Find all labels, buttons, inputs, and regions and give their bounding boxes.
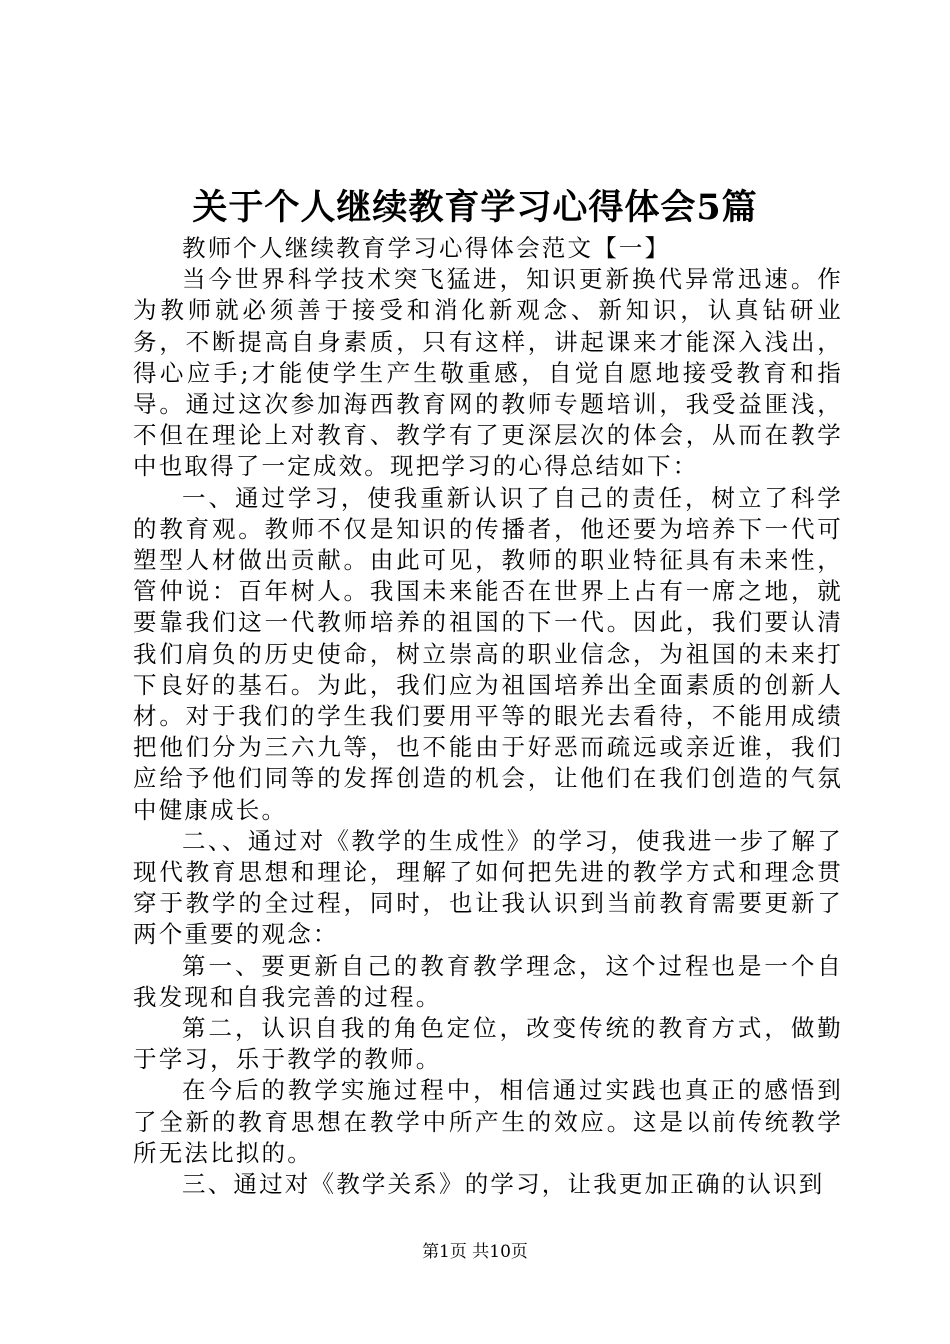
document-title: 关于个人继续教育学习心得体会5篇	[192, 187, 758, 228]
paragraph-point-two: 二、、通过对《教学的生成性》的学习，使我进一步了解了现代教育思想和理论，理解了如何把先进的教学方式和理念贯穿于教学的全过程，同时，也让我认识到当前教育需要更新了两个重要的观念：	[133, 826, 843, 949]
paragraph-point-one: 一、通过学习，使我重新认识了自己的责任，树立了科学的教育观。教师不仅是知识的传播者，他还要为培养下一代可塑型人材做出贡献。由此可见，教师的职业特征具有未来性，管仲说：百年树人。我国未来能否在世界上占有一席之地，就要靠我们这一代教师培养的祖国的下一代。因此，我们要认清我们肩负的历史使命，树立崇高的职业信念，为祖国的未来打下良好的基石。为此，我们应为祖国培养出全面素质的创新人材。对于我们的学生我们要用平等的眼光去看待，不能用成绩把他们分为三六九等，也不能由于好恶而疏远或亲近谁，我们应给予他们同等的发挥创造的机会，让他们在我们创造的气氛中健康成长。	[133, 483, 843, 824]
paragraph-first-concept: 第一、要更新自己的教育教学理念，这个过程也是一个自我发现和自我完善的过程。	[133, 951, 843, 1011]
document-body	[133, 233, 843, 1200]
paragraph-point-three: 三、通过对《教学关系》的学习，让我更加正确的认识到	[182, 1170, 825, 1199]
page-number-footer: 第1页 共10页	[422, 1242, 528, 1262]
section-heading: 教师个人继续教育学习心得体会范文【一】	[182, 234, 671, 262]
paragraph-intro: 当今世界科学技术突飞猛进，知识更新换代异常迅速。作为教师就必须善于接受和消化新观念、新知识，认真钻研业务，不断提高自身素质，只有这样，讲起课来才能深入浅出，得心应手;才能使学生产生敬重感，自觉自愿地接受教育和指导。通过这次参加海西教育网的教师专题培训，我受益匪浅，不但在理论上对教育、教学有了更深层次的体会，从而在教学中也取得了一定成效。现把学习的心得总结如下：	[133, 265, 843, 481]
paragraph-practice: 在今后的教学实施过程中，相信通过实践也真正的感悟到了全新的教育思想在教学中所产生的效应。这是以前传统教学所无法比拟的。	[133, 1076, 843, 1167]
paragraph-second-concept: 第二，认识自我的角色定位，改变传统的教育方式，做勤于学习，乐于教学的教师。	[133, 1014, 843, 1074]
